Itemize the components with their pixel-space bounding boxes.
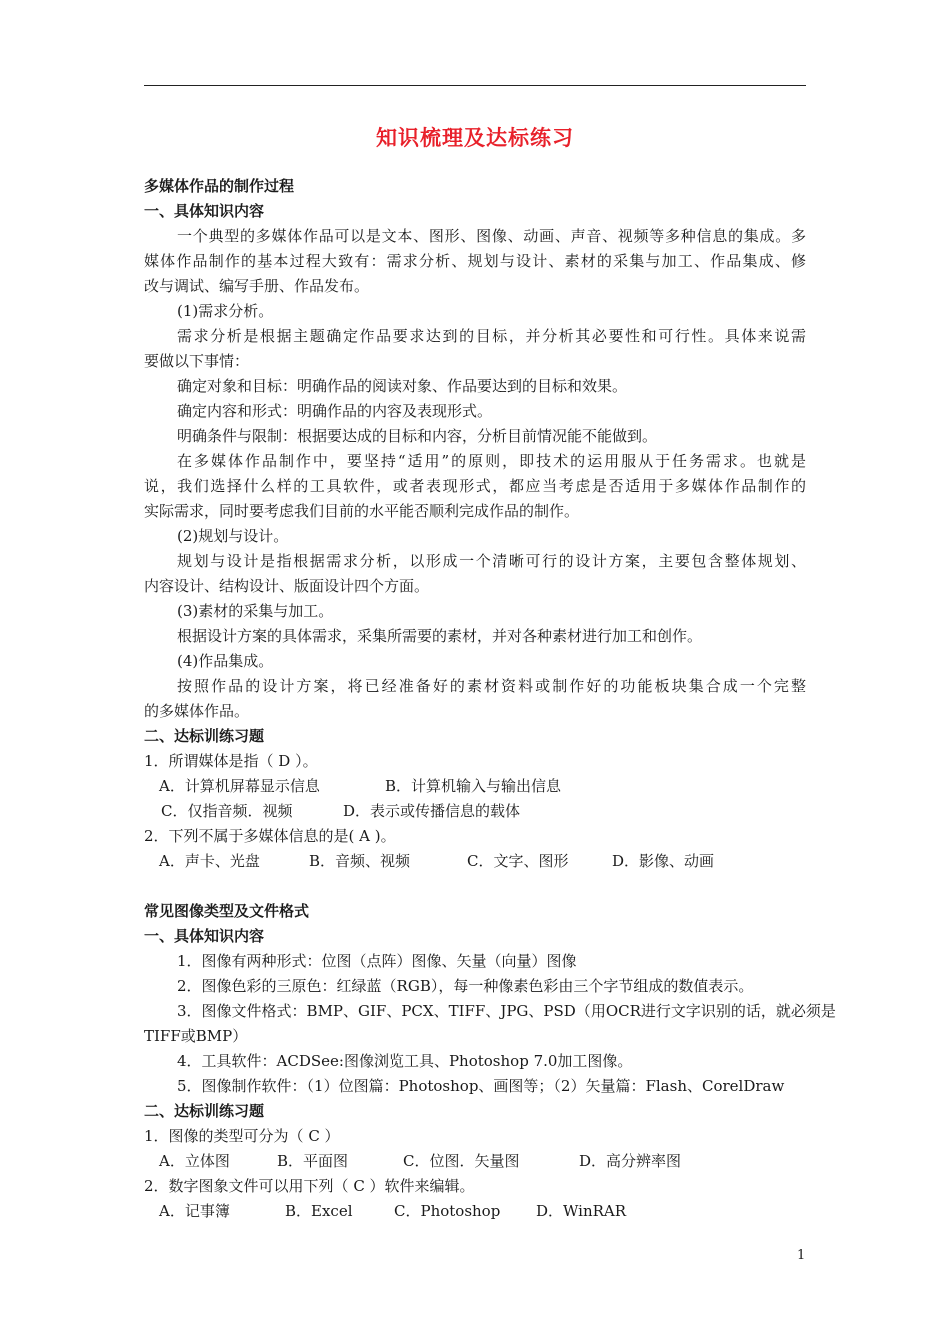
option: D．高分辨率图 [579, 1152, 682, 1170]
option: C．仅指音频．视频 [161, 802, 293, 820]
option: D．表示或传播信息的载体 [343, 802, 521, 820]
option-row [144, 1149, 806, 1174]
option: A．计算机屏幕显示信息 [159, 777, 320, 795]
list-item: 5．图像制作软件：（1）位图篇：Photoshop、画图等；（2）矢量篇：Flash、CorelDraw [177, 1077, 785, 1095]
paragraph-line: 要做以下事情： [144, 352, 250, 370]
option: B．音频、视频 [309, 852, 411, 870]
header-rule [144, 85, 806, 86]
option: A．记事簿 [159, 1202, 230, 1220]
page-number: 1 [797, 1248, 806, 1263]
option: C．Photoshop [394, 1202, 501, 1220]
list-item: 4．工具软件：ACDSee:图像浏览工具、Photoshop 7.0加工图像。 [177, 1052, 633, 1070]
list-item: 2．图像色彩的三原色：红绿蓝（RGB），每一种像素色彩由三个字节组成的数值表示。 [177, 977, 754, 995]
section-heading: 多媒体作品的制作过程 [144, 177, 295, 195]
step-title: (2)规划与设计。 [177, 527, 289, 545]
step-title: (4)作品集成。 [177, 652, 274, 670]
option-row [144, 849, 806, 874]
paragraph-line: 按照作品的设计方案，将已经准备好的素材资料或制作好的功能板块集合成一个完整 [177, 677, 806, 695]
document-body [144, 174, 836, 1224]
step-title: (3)素材的采集与加工。 [177, 602, 334, 620]
question: 1．图像的类型可分为（ C ） [144, 1127, 340, 1145]
page-title: 知识梳理及达标练习 [376, 126, 574, 150]
question: 2．数字图象文件可以用下列（ C ）软件来编辑。 [144, 1177, 475, 1195]
option: C．位图．矢量图 [403, 1152, 520, 1170]
list-item: 确定内容和形式：明确作品的内容及表现形式。 [177, 402, 493, 420]
option: A．立体图 [159, 1152, 230, 1170]
paragraph-line: 一个典型的多媒体作品可以是文本、图形、图像、动画、声音、视频等多种信息的集成。多 [177, 227, 806, 245]
paragraph-line: 改与调试、编写手册、作品发布。 [144, 277, 370, 295]
subsection-heading: 一、具体知识内容 [144, 927, 265, 945]
option: D．影像、动画 [612, 852, 715, 870]
list-item: 明确条件与限制：根据要达成的目标和内容，分析目前情况能不能做到。 [177, 427, 658, 445]
paragraph-line: 说，我们选择什么样的工具软件，或者表现形式，都应当考虑是否适用于多媒体作品制作的 [144, 477, 806, 495]
option-row [144, 799, 806, 824]
paragraph-line: 需求分析是根据主题确定作品要求达到的目标，并分析其必要性和可行性。具体来说需 [177, 327, 806, 345]
subsection-heading: 二、达标训练习题 [144, 1102, 265, 1120]
option: A．声卡、光盘 [159, 852, 260, 870]
option: C．文字、图形 [467, 852, 569, 870]
list-item-continuation: TIFF或BMP） [144, 1027, 248, 1045]
option: B．Excel [285, 1202, 353, 1220]
paragraph-line: 内容设计、结构设计、版面设计四个方面。 [144, 577, 430, 595]
section-heading: 常见图像类型及文件格式 [144, 902, 310, 920]
option-row [144, 774, 806, 799]
paragraph-line: 在多媒体作品制作中，要坚持“适用”的原则，即技术的运用服从于任务需求。也就是 [177, 452, 806, 470]
option-row [144, 1199, 806, 1224]
paragraph-line: 根据设计方案的具体需求，采集所需要的素材，并对各种素材进行加工和创作。 [177, 627, 703, 645]
list-item: 确定对象和目标：明确作品的阅读对象、作品要达到的目标和效果。 [177, 377, 628, 395]
question: 2．下列不属于多媒体信息的是( A )。 [144, 827, 396, 845]
option: B．平面图 [277, 1152, 349, 1170]
list-item: 1．图像有两种形式：位图（点阵）图像、矢量（向量）图像 [177, 952, 577, 970]
option: B．计算机输入与输出信息 [385, 777, 562, 795]
paragraph-line: 实际需求，同时要考虑我们目前的水平能否顺利完成作品的制作。 [144, 502, 580, 520]
list-item: 3．图像文件格式：BMP、GIF、PCX、TIFF、JPG、PSD（用OCR进行文字识别的话，就必须是 [177, 1002, 836, 1020]
paragraph-line: 规划与设计是指根据需求分析，以形成一个清晰可行的设计方案，主要包含整体规划、 [177, 552, 806, 570]
paragraph-line: 媒体作品制作的基本过程大致有：需求分析、规划与设计、素材的采集与加工、作品集成、修 [144, 252, 806, 270]
subsection-heading: 二、达标训练习题 [144, 727, 265, 745]
step-title: (1)需求分析。 [177, 302, 274, 320]
option: D．WinRAR [536, 1202, 627, 1220]
question: 1．所谓媒体是指（ D ）。 [144, 752, 318, 770]
paragraph-line: 的多媒体作品。 [144, 702, 250, 720]
subsection-heading: 一、具体知识内容 [144, 202, 265, 220]
